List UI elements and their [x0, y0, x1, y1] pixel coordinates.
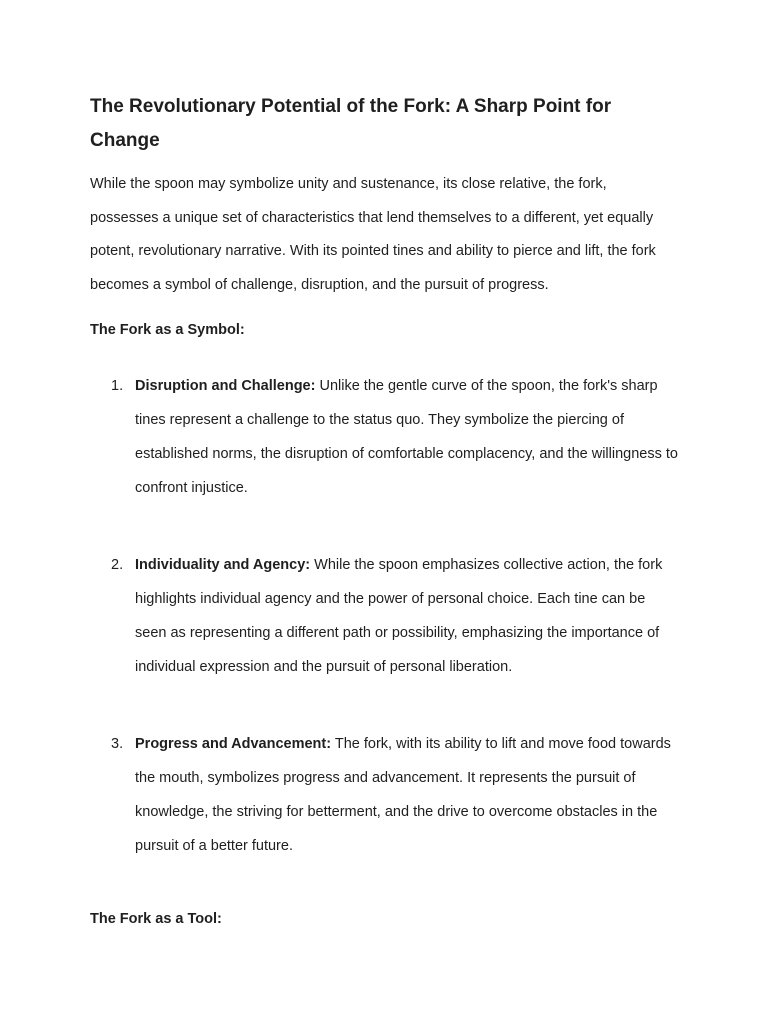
list-item-term: Progress and Advancement:	[135, 735, 332, 752]
list-item	[90, 369, 678, 505]
section-heading-tool: The Fork as a Tool:	[90, 910, 222, 927]
intro-paragraph: While the spoon may symbolize unity and sustenance, its close relative, the fork, possesses a unique set of characteristics that lend themselves to a different, yet equally potent, revolutionary narrative. With its pointed tines and ability to pierce and lift, the fork becomes a symbol of challenge, disruption, and the pursuit of progress.	[90, 176, 656, 294]
list-item-number: 2.	[111, 556, 124, 573]
list-item-number: 1.	[111, 377, 124, 394]
list-item-term: Disruption and Challenge:	[135, 377, 316, 394]
list-item-number: 3.	[111, 735, 124, 752]
list-item	[90, 548, 678, 684]
document-title: The Revolutionary Potential of the Fork: A Sharp Point for Change	[90, 96, 612, 151]
section-heading-symbol: The Fork as a Symbol:	[90, 321, 245, 338]
list-item	[90, 727, 678, 863]
list-item-text: Unlike the gentle curve of the spoon, the fork's sharp tines represent a challenge to the status quo. They symbolize the piercing of established norms, the disruption of comfortable complacency, and the willingness to confront injustice.	[135, 377, 678, 496]
list-item-text: While the spoon emphasizes collective action, the fork highlights individual agency and the power of personal choice. Each tine can be seen as representing a different path or possibility, emphasizing the importance of individual expression and the pursuit of personal liberation.	[135, 556, 663, 675]
list-item-term: Individuality and Agency:	[135, 556, 311, 573]
symbol-list	[90, 369, 678, 863]
list-item-text: The fork, with its ability to lift and move food towards the mouth, symbolizes progress and advancement. It represents the pursuit of knowledge, the striving for betterment, and the drive to overcome obstacles in the pursuit of a better future.	[135, 735, 671, 854]
